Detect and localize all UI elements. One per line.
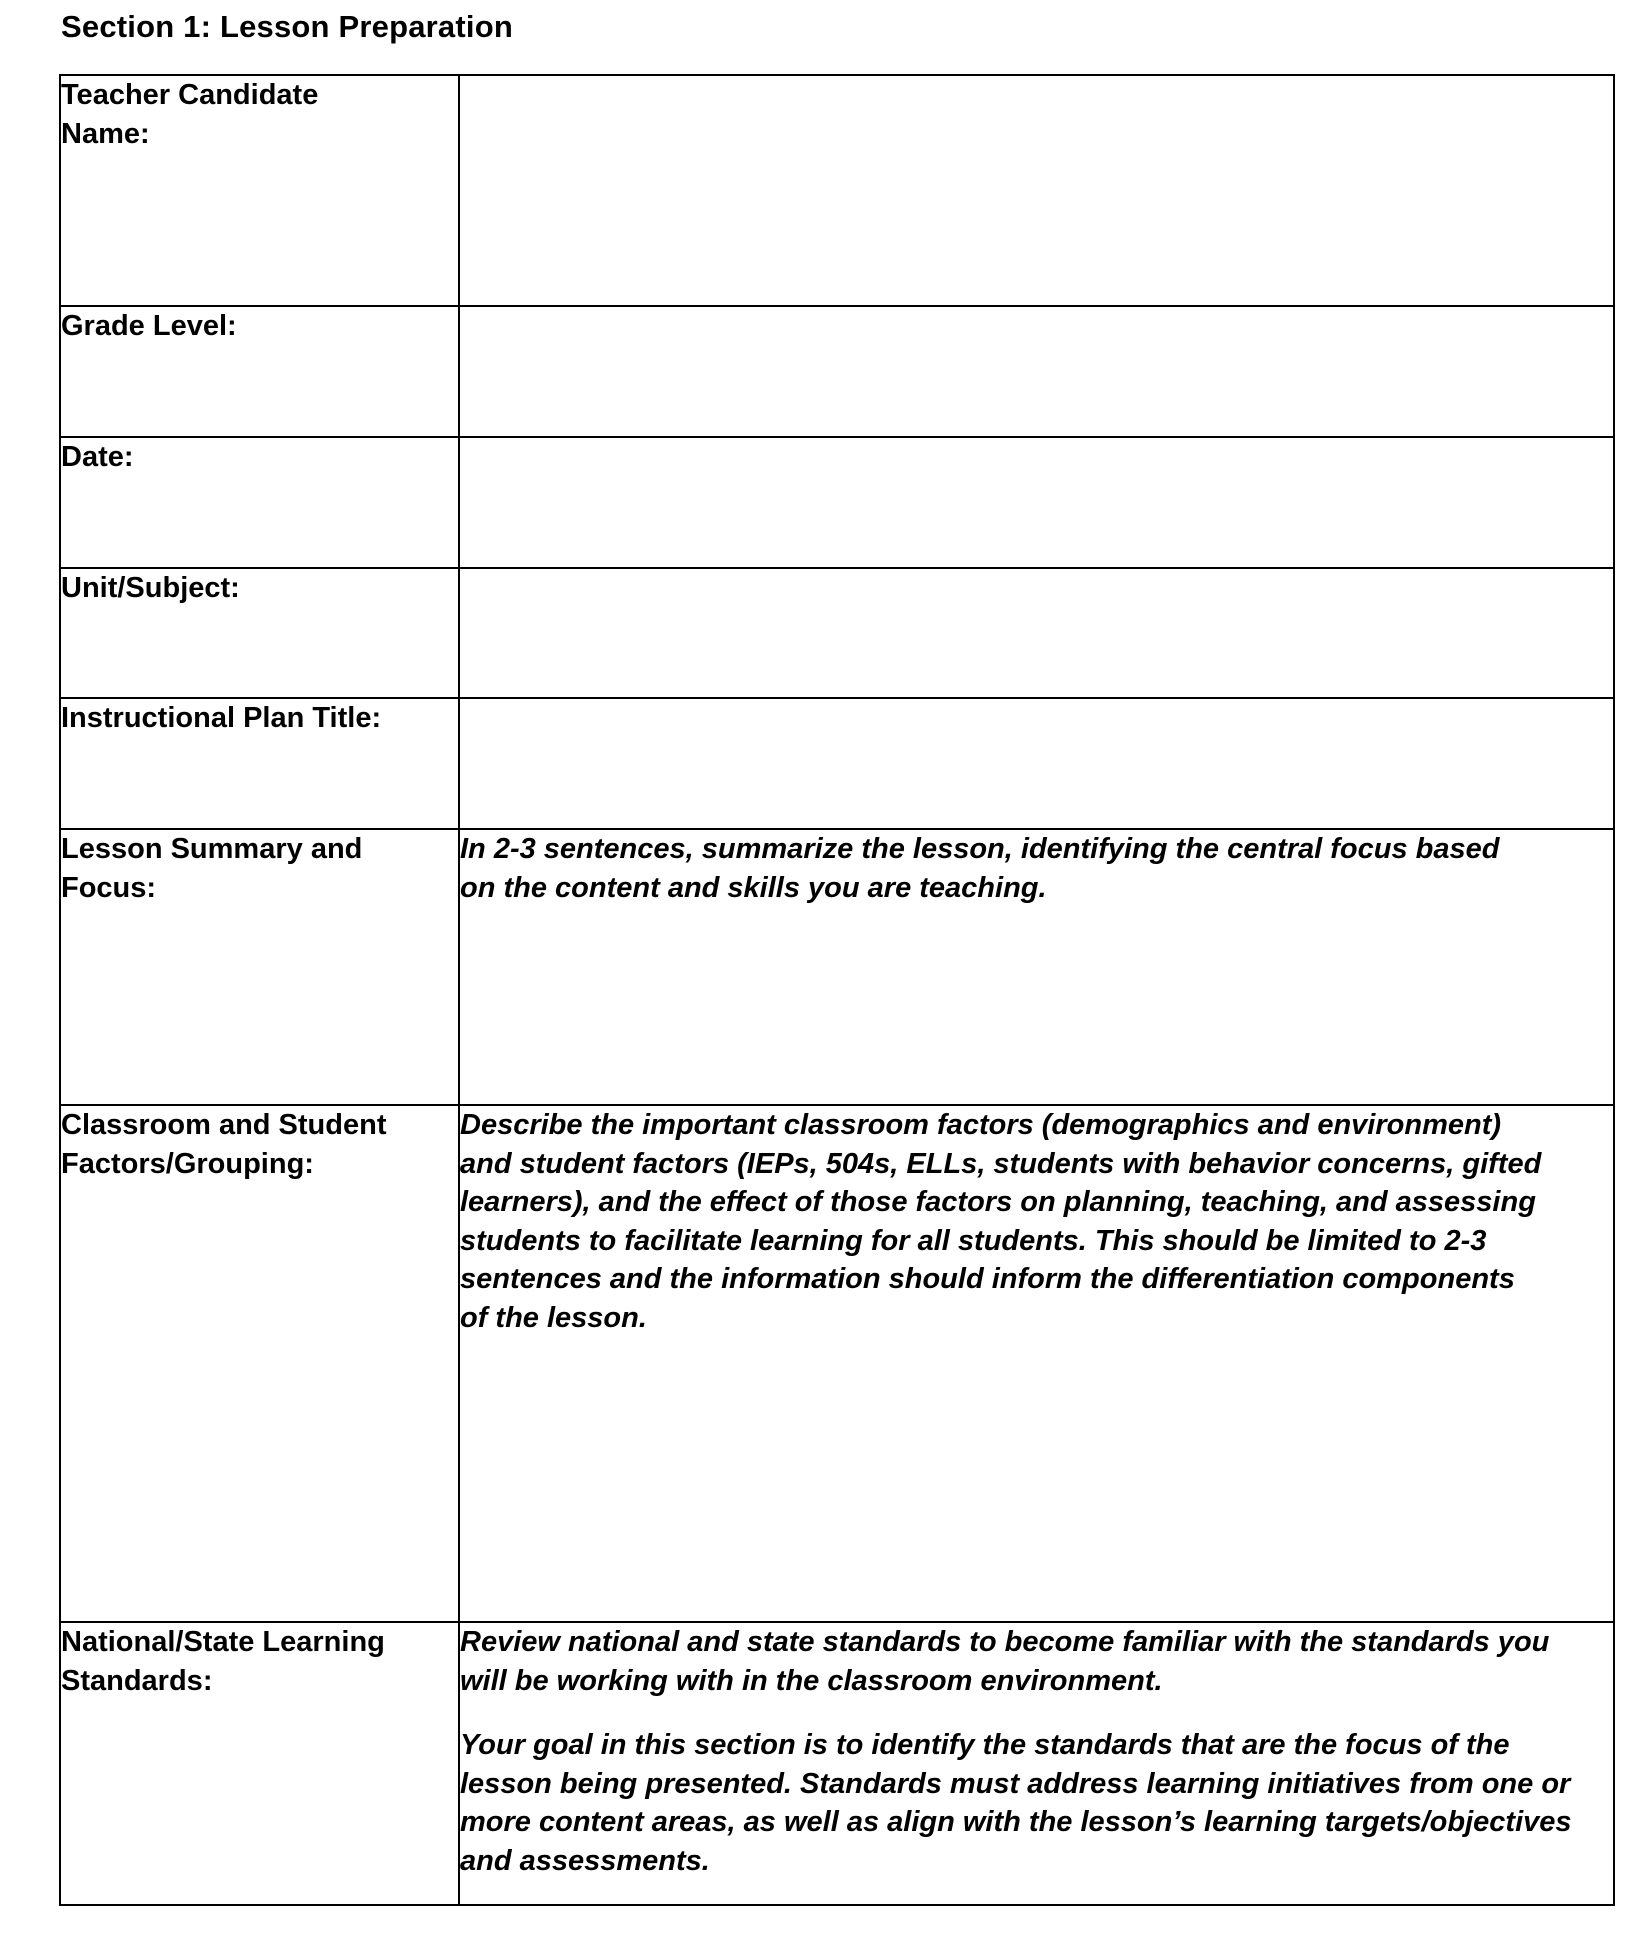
standards-label-cell (60, 1622, 459, 1905)
teacher-name-field[interactable] (459, 75, 1614, 306)
teacher-name-label-cell (60, 75, 459, 306)
standards-prompt-review: Review national and state standards to become familiar with the standards you will be working with in the classroom environment. (460, 1626, 1550, 1697)
date-label-cell (60, 437, 459, 568)
unit-subject-label: Unit/Subject: (61, 572, 240, 604)
plan-title-label: Instructional Plan Title: (61, 702, 382, 734)
factors-field[interactable] (459, 1105, 1614, 1622)
unit-subject-label-cell (60, 568, 459, 698)
standards-label: National/State Learning Standards: (61, 1626, 385, 1697)
plan-title-label-cell (60, 698, 459, 829)
row-date (60, 437, 1614, 568)
factors-label-cell (60, 1105, 459, 1622)
grade-level-field[interactable] (459, 306, 1614, 437)
summary-field[interactable] (459, 829, 1614, 1105)
row-lesson-summary (60, 829, 1614, 1105)
factors-label: Classroom and Student Factors/Grouping: (61, 1109, 387, 1180)
teacher-name-label: Teacher Candidate Name: (61, 79, 319, 150)
grade-level-label-cell (60, 306, 459, 437)
row-learning-standards (60, 1622, 1614, 1905)
row-grade-level (60, 306, 1614, 437)
grade-level-label: Grade Level: (61, 310, 237, 342)
summary-prompt: In 2-3 sentences, summarize the lesson, identifying the central focus based on the content and skills you are teaching. (460, 833, 1500, 904)
date-label: Date: (61, 441, 134, 473)
unit-subject-field[interactable] (459, 568, 1614, 698)
lesson-preparation-table (59, 74, 1615, 1906)
standards-prompt-goal: Your goal in this section is to identify the standards that are the focus of the lesson being presented. Standards must address learning initiatives from one or more content areas, as well as align with the lesson’s learning targets/objectives and assessments. (460, 1729, 1572, 1877)
factors-prompt: Describe the important classroom factors (demographics and environment) and student factors (IEPs, 504s, ELLs, students with behavior concerns, gifted learners), and the effect of those factors on planning, teaching, and assessing students to facilitate learning for all students. This should be limited to 2-3 sentences and the information should inform the differentiation components of the lesson. (460, 1109, 1542, 1334)
plan-title-field[interactable] (459, 698, 1614, 829)
summary-label: Lesson Summary and Focus: (61, 833, 363, 904)
section-title: Section 1: Lesson Preparation (61, 9, 513, 44)
row-classroom-factors (60, 1105, 1614, 1622)
date-field[interactable] (459, 437, 1614, 568)
row-plan-title (60, 698, 1614, 829)
row-unit-subject (60, 568, 1614, 698)
row-teacher-name (60, 75, 1614, 306)
standards-field[interactable] (459, 1622, 1614, 1905)
summary-label-cell (60, 829, 459, 1105)
